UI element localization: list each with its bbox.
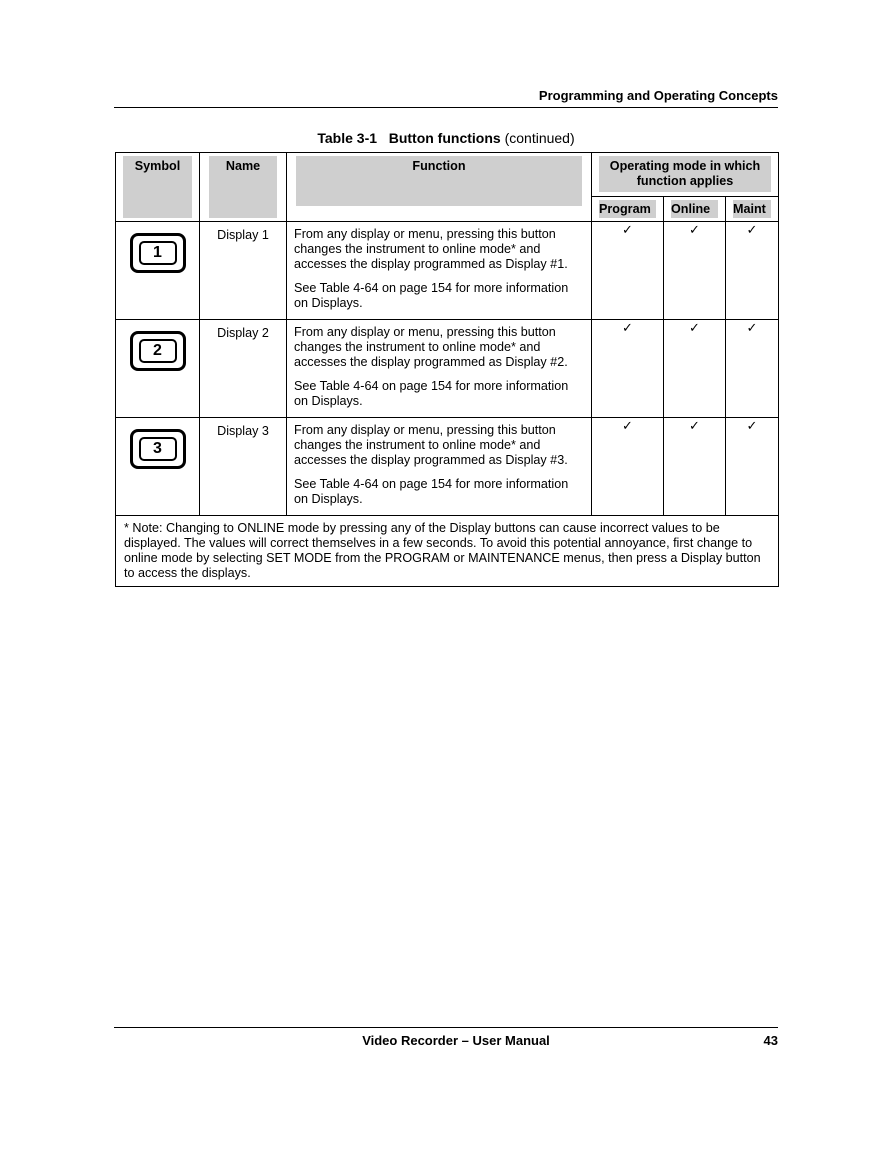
table-row	[116, 222, 779, 320]
program-check-icon: ✓	[592, 418, 664, 516]
table-note: * Note: Changing to ONLINE mode by pressing any of the Display buttons can cause incorrect values to be displayed. The values will correct themselves in a few seconds. To avoid this potential annoyance, first change to online mode by selecting SET MODE from the PROGRAM or MAINTENANCE menus, then press a Display button to access the displays.	[116, 516, 779, 587]
function-description: From any display or menu, pressing this button changes the instrument to online mode* and accesses the display programmed as Display #1.	[294, 227, 568, 271]
header-mode-online-label: Online	[671, 200, 718, 218]
page-number: 43	[763, 1033, 778, 1048]
display-3-key-icon	[130, 429, 186, 469]
header-function	[287, 153, 592, 222]
footer-rule	[114, 1027, 778, 1028]
function-description: From any display or menu, pressing this button changes the instrument to online mode* and accesses the display programmed as Display #3.	[294, 423, 568, 467]
symbol-cell	[116, 418, 200, 516]
table-number: Table 3-1	[317, 130, 378, 146]
function-cell	[287, 418, 592, 516]
header-mode-maint-label: Maint	[733, 200, 771, 218]
symbol-cell	[116, 222, 200, 320]
key-number: 1	[139, 241, 177, 265]
maint-check-icon: ✓	[726, 320, 779, 418]
note-row	[116, 516, 779, 587]
header-symbol-label: Symbol	[123, 156, 192, 218]
header-rule	[114, 107, 778, 108]
display-1-key-icon	[130, 233, 186, 273]
table-caption	[114, 130, 778, 146]
key-number: 2	[139, 339, 177, 363]
name-cell: Display 3	[200, 418, 287, 516]
online-check-icon: ✓	[664, 222, 726, 320]
table-header-row	[116, 153, 779, 197]
symbol-cell	[116, 320, 200, 418]
program-check-icon: ✓	[592, 222, 664, 320]
display-2-key-icon	[130, 331, 186, 371]
table-caption-suffix: (continued)	[504, 130, 575, 146]
header-mode-group-label: Operating mode in which function applies	[599, 156, 771, 192]
maint-check-icon: ✓	[726, 418, 779, 516]
maint-check-icon: ✓	[726, 222, 779, 320]
function-reference: See Table 4-64 on page 154 for more information on Displays.	[294, 477, 569, 506]
button-functions-table	[115, 152, 779, 587]
table-row	[116, 320, 779, 418]
footer-title: Video Recorder – User Manual	[362, 1033, 550, 1048]
key-number: 3	[139, 437, 177, 461]
program-check-icon: ✓	[592, 320, 664, 418]
function-reference: See Table 4-64 on page 154 for more information on Displays.	[294, 379, 569, 408]
header-name-label: Name	[209, 156, 277, 218]
online-check-icon: ✓	[664, 320, 726, 418]
running-header: Programming and Operating Concepts	[538, 88, 778, 103]
header-mode-program	[592, 196, 664, 221]
header-symbol	[116, 153, 200, 222]
header-mode-group	[592, 153, 779, 197]
header-mode-online	[664, 196, 726, 221]
header-name	[200, 153, 287, 222]
table-title: Button functions	[388, 130, 501, 146]
header-mode-program-label: Program	[599, 200, 656, 218]
header-function-label: Function	[296, 156, 582, 206]
name-cell: Display 2	[200, 320, 287, 418]
online-check-icon: ✓	[664, 418, 726, 516]
function-cell	[287, 222, 592, 320]
name-cell: Display 1	[200, 222, 287, 320]
function-description: From any display or menu, pressing this button changes the instrument to online mode* and accesses the display programmed as Display #2.	[294, 325, 568, 369]
function-cell	[287, 320, 592, 418]
header-mode-maint	[726, 196, 779, 221]
table-row	[116, 418, 779, 516]
function-reference: See Table 4-64 on page 154 for more information on Displays.	[294, 281, 569, 310]
